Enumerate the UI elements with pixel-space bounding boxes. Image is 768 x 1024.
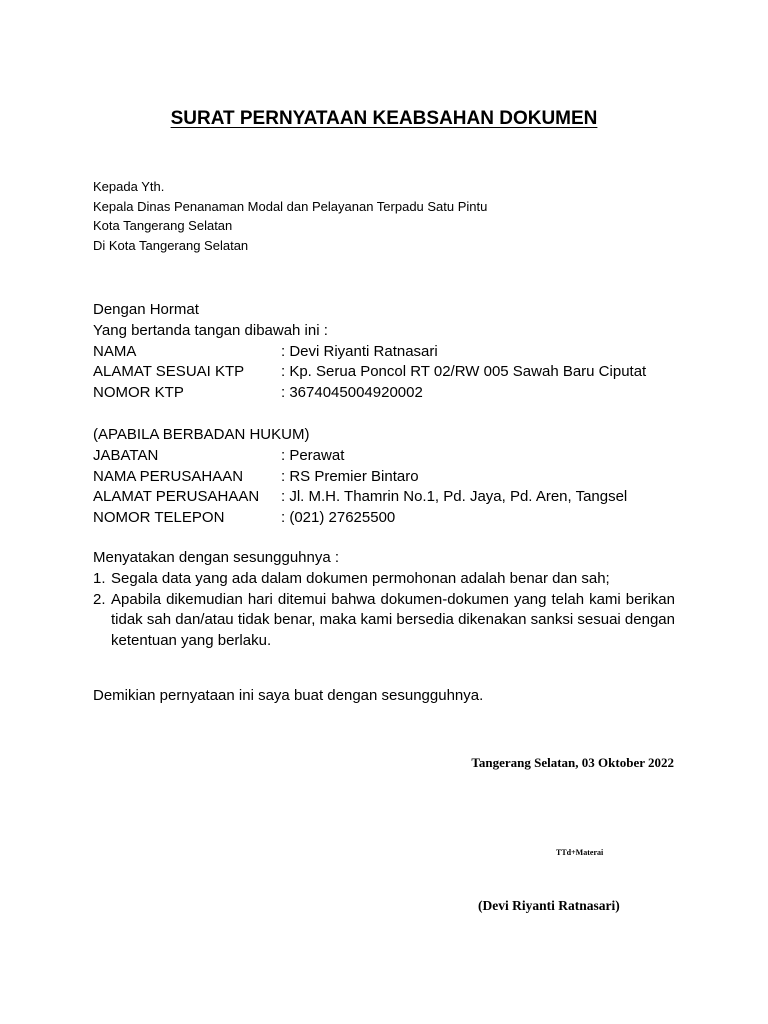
list-number: 2. [93, 590, 106, 608]
statement-section [93, 548, 675, 652]
recipient-line: Kota Tangerang Selatan [93, 218, 233, 233]
signer-name: (Devi Riyanti Ratnasari) [478, 898, 620, 913]
list-item [93, 569, 675, 590]
document-title: SURAT PERNYATAAN KEABSAHAN DOKUMEN [170, 108, 598, 129]
field-label: NAMA PERUSAHAAN [93, 467, 244, 485]
statement-intro: Menyatakan dengan sesungguhnya : [93, 549, 340, 566]
list-number: 1. [93, 569, 106, 587]
intro-text: Yang bertanda tangan dibawah ini : [93, 321, 328, 339]
field-value: : Kp. Serua Poncol RT 02/RW 005 Sawah Baru Ciputat [281, 363, 647, 381]
greeting: Dengan Hormat [93, 301, 199, 318]
field-value: : Jl. M.H. Thamrin No.1, Pd. Jaya, Pd. Aren, Tangsel [281, 488, 628, 506]
recipient-block [93, 177, 487, 255]
field-label: ALAMAT SESUAI KTP [93, 363, 245, 381]
field-row [93, 467, 627, 488]
field-value: : 3674045004920002 [281, 384, 423, 402]
field-label: NOMOR KTP [93, 384, 184, 402]
field-row [93, 446, 627, 467]
recipient-line: Di Kota Tangerang Selatan [93, 237, 249, 253]
company-section [93, 425, 627, 529]
field-row [93, 362, 646, 383]
field-label: JABATAN [93, 446, 159, 464]
field-value: : Perawat [281, 446, 345, 464]
list-text: Segala data yang ada dalam dokumen permohonan adalah benar dan sah; [111, 569, 610, 587]
recipient-line: Kepada Yth. [93, 179, 165, 194]
field-value: : Devi Riyanti Ratnasari [281, 342, 438, 360]
list-text: Apabila dikemudian hari ditemui bahwa dokumen-dokumen yang telah kami berikan tidak sah dan/atau tidak benar, maka kami bersedia dikenakan sanksi sesuai dengan ketentuan yang berlaku. [111, 590, 675, 650]
signature-note: TTd+Materai [556, 848, 604, 857]
place-date: Tangerang Selatan, 03 Oktober 2022 [471, 755, 674, 770]
field-label: NAMA [93, 342, 137, 360]
personal-section [93, 300, 646, 404]
company-heading: (APABILA BERBADAN HUKUM) [93, 426, 310, 443]
closing-text: Demikian pernyataan ini saya buat dengan sesungguhnya. [93, 687, 484, 704]
field-row [93, 487, 627, 508]
field-label: ALAMAT PERUSAHAAN [93, 488, 260, 506]
list-item [93, 590, 675, 652]
field-value: : RS Premier Bintaro [281, 467, 419, 485]
field-value: : (021) 27625500 [281, 509, 396, 527]
field-row [93, 508, 627, 529]
statement-list [93, 569, 675, 652]
field-row [93, 342, 646, 363]
field-label: NOMOR TELEPON [93, 509, 225, 527]
recipient-line: Kepala Dinas Penanaman Modal dan Pelayanan Terpadu Satu Pintu [93, 198, 488, 214]
field-row [93, 383, 646, 404]
